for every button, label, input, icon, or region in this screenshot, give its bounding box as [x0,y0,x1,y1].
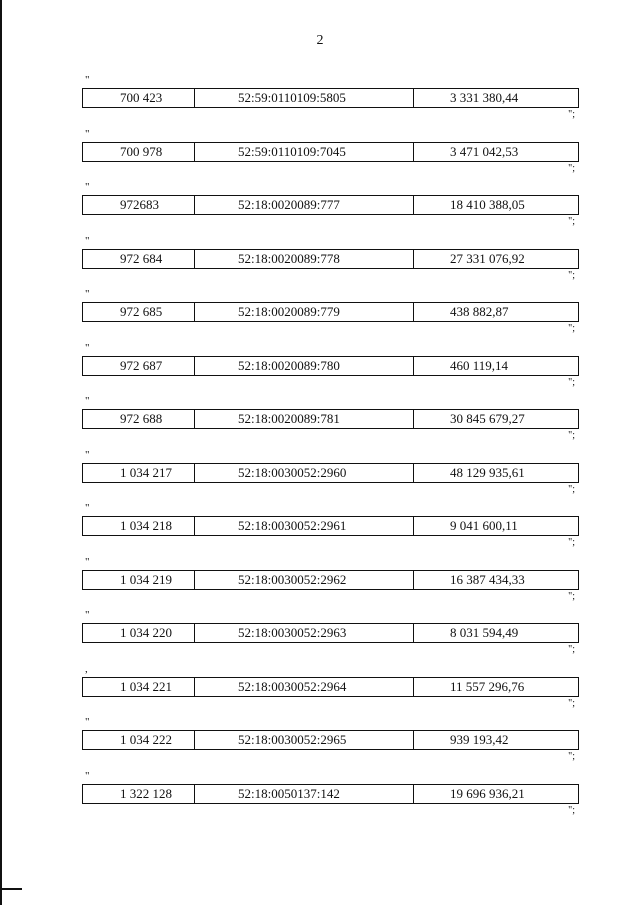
table-row [85,662,580,731]
opening-quote-mark: " [85,288,90,300]
opening-quote-mark: " [85,181,90,193]
row-cells [82,409,579,429]
cell-cadastral-number: 52:18:0030052:2965 [195,731,414,749]
cell-number: 972 688 [83,410,195,428]
cell-value: 11 557 296,76 [450,678,525,694]
closing-quote-mark: "; [568,644,575,655]
row-cells [82,784,579,804]
opening-quote-mark: " [85,74,90,86]
cell-number: 1 322 128 [83,785,195,803]
row-cells [82,463,579,483]
closing-quote-mark: "; [568,590,575,602]
cell-number: 700 978 [83,143,195,161]
cell-number: 1 034 222 [83,731,195,749]
closing-quote-mark: "; [568,804,575,816]
row-cells [82,142,579,162]
cell-value: 30 845 679,27 [450,411,525,426]
cell-number: 1 034 219 [83,571,195,589]
table-row [85,769,580,838]
table-row [85,74,580,142]
row-cells [82,677,579,697]
closing-quote-mark: "; [568,162,575,174]
cell-cadastral-number: 52:59:0110109:5805 [195,89,414,107]
cell-cadastral-number: 52:18:0050137:142 [195,785,414,803]
row-cells [82,249,579,269]
cell-number: 972 685 [83,303,195,321]
row-cells [82,302,579,322]
table-row [85,502,580,570]
opening-quote-mark: " [85,609,90,621]
cell-value: 16 387 434,33 [450,571,525,587]
cell-cadastral-number: 52:18:0030052:2963 [195,624,414,642]
table-row [85,609,580,677]
cell-cadastral-number: 52:18:0020089:777 [195,196,414,214]
cell-cadastral-number: 52:18:0020089:780 [195,357,414,375]
table-row [85,181,580,249]
closing-quote-mark: "; [568,697,575,709]
closing-quote-mark: "; [568,269,575,281]
cell-value: 18 410 388,05 [450,197,525,212]
cell-number: 1 034 220 [83,624,195,642]
page-number: 2 [316,33,324,48]
cell-value: 3 471 042,53 [450,143,519,159]
row-cells [82,88,579,108]
cell-number: 972 684 [83,250,195,268]
opening-quote-mark: " [85,127,90,140]
cell-number: 1 034 218 [83,517,195,535]
closing-quote-mark: "; [568,376,575,388]
cell-cadastral-number: 52:18:0020089:781 [195,410,414,428]
scan-left-edge-line [0,0,2,905]
row-cells [82,623,579,643]
closing-quote-mark: "; [568,430,575,441]
scan-corner-mark [0,888,22,890]
opening-quote-mark: " [85,555,90,568]
cell-number: 700 423 [83,89,195,107]
cell-number: 972 687 [83,357,195,375]
cell-cadastral-number: 52:18:0020089:778 [195,250,414,268]
cell-cadastral-number: 52:18:0030052:2961 [195,517,414,535]
table-row [85,234,580,303]
cell-cadastral-number: 52:18:0030052:2962 [195,571,414,589]
closing-quote-mark: "; [568,483,575,495]
cell-value: 19 696 936,21 [450,785,525,801]
opening-quote-mark: " [85,395,90,407]
table-row [85,448,580,517]
cell-value: 27 331 076,92 [450,250,525,266]
table-row [85,341,580,410]
closing-quote-mark: "; [568,751,575,762]
cell-number: 972683 [83,196,195,214]
row-cells [82,516,579,536]
opening-quote-mark: , [85,662,88,675]
table-row [85,555,580,624]
cell-value: 48 129 935,61 [450,464,525,480]
cell-cadastral-number: 52:18:0020089:779 [195,303,414,321]
cell-value: 9 041 600,11 [450,518,518,533]
cell-number: 1 034 217 [83,464,195,482]
row-cells [82,730,579,750]
table-row [85,716,580,784]
row-cells [82,356,579,376]
opening-quote-mark: " [85,234,90,247]
table-row [85,288,580,356]
row-cells [82,195,579,215]
cell-value: 8 031 594,49 [450,625,519,640]
closing-quote-mark: "; [568,109,575,120]
cell-value: 460 119,14 [450,357,509,373]
opening-quote-mark: " [85,716,90,728]
closing-quote-mark: "; [568,216,575,227]
closing-quote-mark: "; [568,537,575,548]
opening-quote-mark: " [85,502,90,514]
opening-quote-mark: " [85,769,90,782]
cell-value: 3 331 380,44 [450,90,519,105]
row-cells [82,570,579,590]
table-row [85,127,580,196]
cell-value: 438 882,87 [450,304,509,319]
closing-quote-mark: "; [568,323,575,334]
cell-value: 939 193,42 [450,732,509,747]
cell-number: 1 034 221 [83,678,195,696]
table-row [85,395,580,463]
cell-cadastral-number: 52:59:0110109:7045 [195,143,414,161]
opening-quote-mark: " [85,341,90,354]
opening-quote-mark: " [85,448,90,461]
cell-cadastral-number: 52:18:0030052:2964 [195,678,414,696]
cell-cadastral-number: 52:18:0030052:2960 [195,464,414,482]
